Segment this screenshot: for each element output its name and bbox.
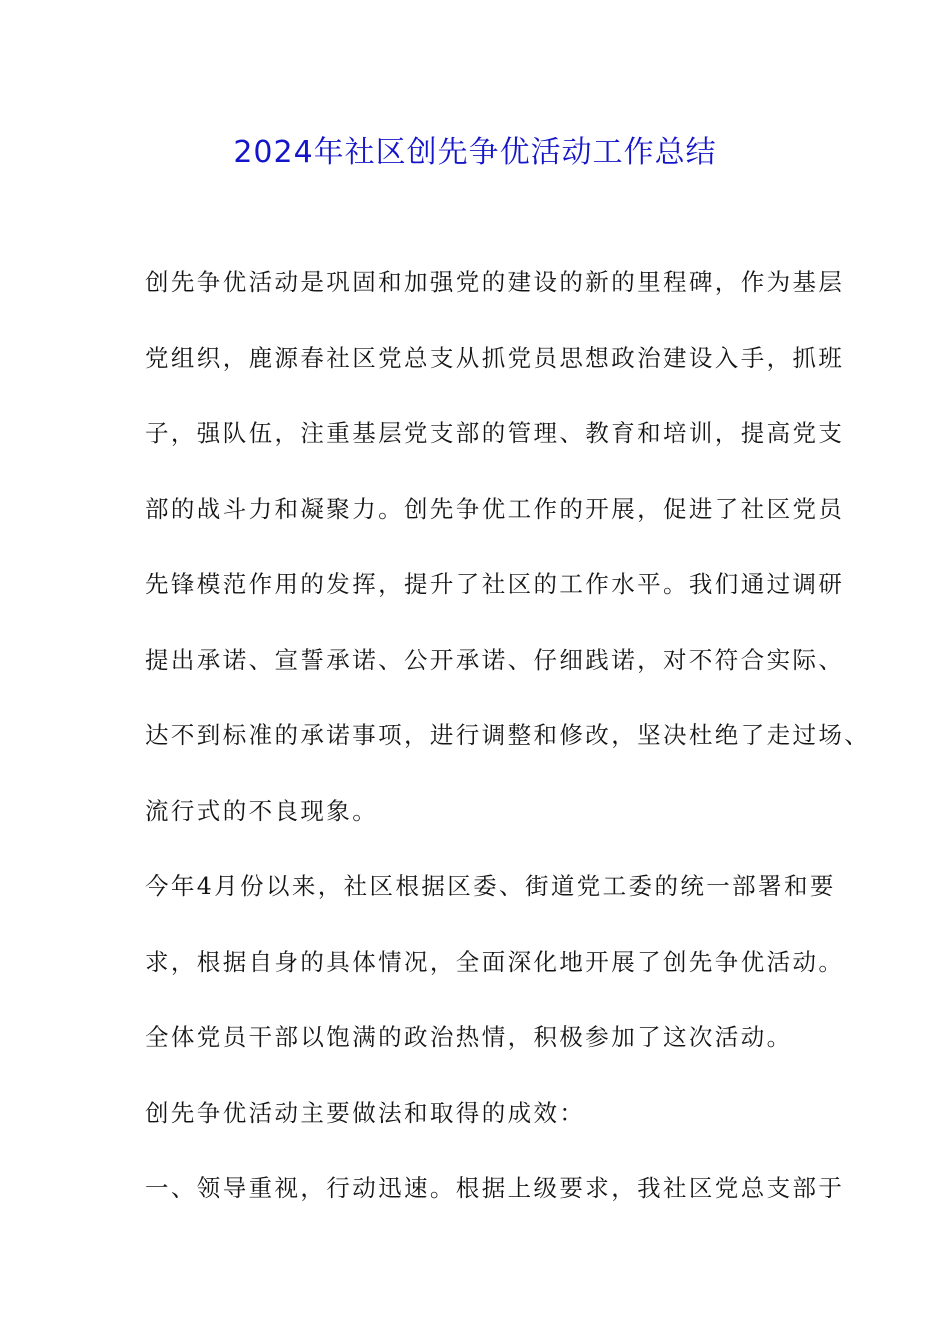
- text-line: 流行式的不良现象。: [145, 796, 379, 825]
- text-line: 全体党员干部以饱满的政治热情，积极参加了这次活动。: [145, 1023, 793, 1051]
- text-line: 创先争优活动是巩固和加强党的建设的新的里程碑，作为基层: [145, 268, 845, 296]
- document-body: [145, 258, 871, 1240]
- text-line: 提出承诺、宣誓承诺、公开承诺、仔细践诺，对不符合实际、: [145, 645, 845, 674]
- text-line: 先锋模范作用的发挥，提升了社区的工作水平。我们通过调研: [145, 570, 845, 598]
- text-line: 一、领导重视，行动迅速。根据上级要求，我社区党总支部于: [145, 1174, 845, 1202]
- text-line: 党组织，鹿源春社区党总支从抓党员思想政治建设入手，抓班: [145, 343, 845, 372]
- document-title: 2024年社区创先争优活动工作总结: [233, 135, 717, 170]
- text-line: 今年4月份以来，社区根据区委、街道党工委的统一部署和要: [145, 872, 836, 900]
- text-line: 创先争优活动主要做法和取得的成效：: [145, 1098, 586, 1127]
- text-line: 子，强队伍，注重基层党支部的管理、教育和培训，提高党支: [145, 419, 845, 447]
- text-line: 达不到标准的承诺事项，进行调整和修改，坚决杜绝了走过场、: [145, 721, 871, 749]
- text-line: 部的战斗力和凝聚力。创先争优工作的开展，促进了社区党员: [145, 494, 845, 523]
- text-line: 求，根据自身的具体情况，全面深化地开展了创先争优活动。: [145, 947, 845, 976]
